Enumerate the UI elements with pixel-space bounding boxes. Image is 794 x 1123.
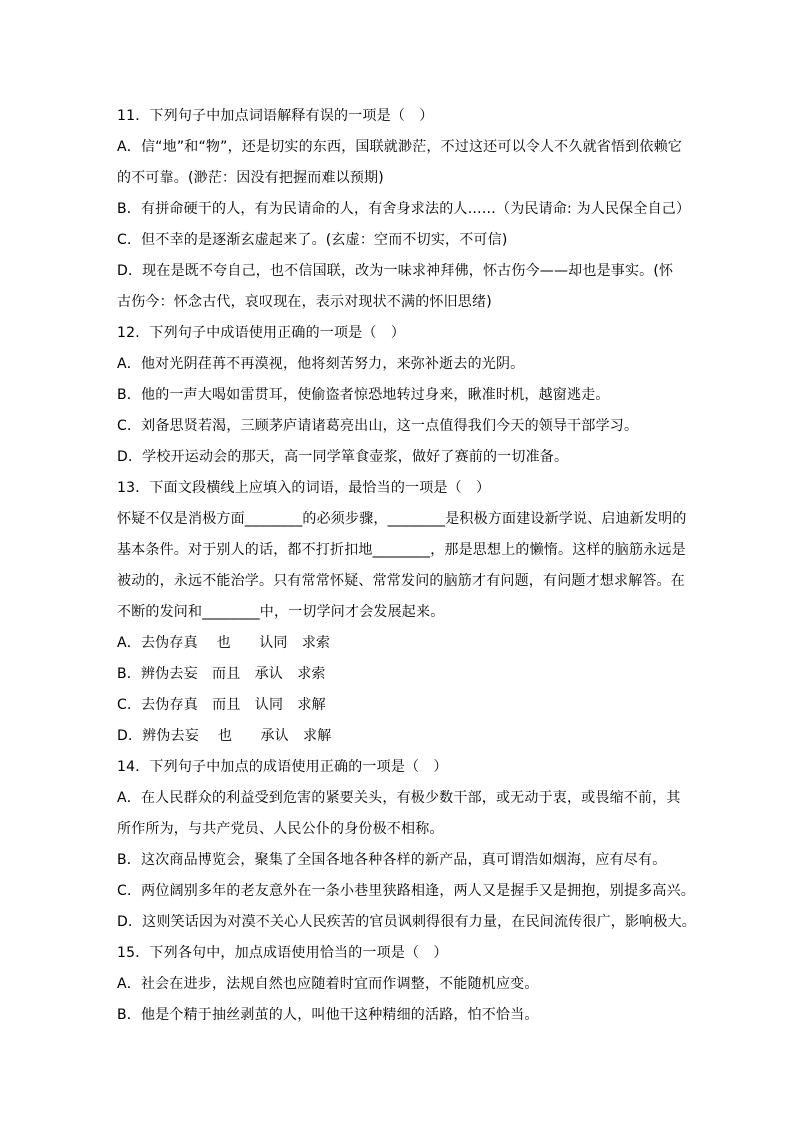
passage-line: 不断的发问和________中，一切学问才会发展起来。 [117,604,445,620]
option-b: B．这次商品博览会，聚集了全国各地各种各样的新产品，真可谓浩如烟海，应有尽有。 [117,852,667,868]
option-d: D．现在是既不夸自己，也不信国联，改为一味求神拜佛，怀古伤今——却也是事实。(怀 [117,263,674,279]
option-a: A．信“地”和“物”，还是切实的东西，国联就渺茫，不过这还可以令人不久就省悟到依赖它 [117,139,682,155]
option-b: B．辨伪去妄 而且 承认 求索 [117,666,326,682]
question-stem: 13．下面文段横线上应填入的词语，最恰当的一项是（ ） [117,480,491,496]
option-c: C．但不幸的是逐渐玄虚起来了。(玄虚：空而不切实，不可信) [117,232,508,248]
question-stem: 11．下列句子中加点词语解释有误的一项是（ ） [117,108,434,124]
question-stem: 14．下列句子中加点的成语使用正确的一项是（ ） [117,759,448,775]
option-a-continued: 所作所为，与共产党员、人民公仆的身份极不相称。 [117,821,444,837]
option-d: D．学校开运动会的那天，高一同学箪食壶浆，做好了赛前的一切准备。 [117,449,569,465]
question-stem: 12．下列句子中成语使用正确的一项是（ ） [117,325,406,341]
option-c: C．刘备思贤若渴，三顾茅庐请诸葛亮出山，这一点值得我们今天的领导干部学习。 [117,418,639,434]
question-11 [117,101,691,318]
option-a: A．去伪存真 也 认同 求索 [117,635,331,651]
option-c: C．去伪存真 而且 认同 求解 [117,697,326,713]
option-a: A．他对光阴荏苒不再漠视，他将刻苦努力，来弥补逝去的光阴。 [117,356,525,372]
option-c: C．两位阔别多年的老友意外在一条小巷里狭路相逢，两人又是握手又是拥抱，别提多高兴。 [117,883,695,899]
option-a-continued: 的不可靠。(渺茫：因没有把握而难以预期) [117,170,384,186]
question-15 [117,938,682,1031]
option-b: B．他的一声大喝如雷贯耳，使偷盗者惊恐地转过身来，瞅准时机，越窗逃走。 [117,387,610,403]
question-stem: 15．下列各句中，加点成语使用恰当的一项是（ ） [117,945,448,961]
passage-line: 基本条件。对于别人的话，都不打折扣地________，那是思想上的懒惰。这样的脑筋永远是 [117,542,686,558]
question-14 [117,752,696,938]
option-d: D．这则笑话因为对漠不关心人民疾苦的官员讽刺得很有力量，在民间流传很广，影响极大。 [117,914,696,930]
option-a: A．在人民群众的利益受到危害的紧要关头，有极少数干部，或无动于衷，或畏缩不前，其 [117,790,681,806]
passage-line: 怀疑不仅是消极方面________的必须步骤，________是积极方面建设新学说、启迪新发明的 [117,511,687,527]
question-12 [117,318,682,473]
option-b: B．有拼命硬干的人，有为民请命的人，有舍身求法的人……（为民请命: 为人民保全自己） [117,201,691,217]
option-a: A．社会在进步，法规自然也应随着时宜而作调整，不能随机应变。 [117,976,539,992]
document-page [117,101,696,1031]
option-b: B．他是个精于抽丝剥茧的人，叫他干这种精细的活路，怕不恰当。 [117,1007,539,1023]
question-13 [117,473,687,752]
option-d-continued: 古伤今：怀念古代，哀叹现在，表示对现状不满的怀旧思绪) [117,294,492,310]
passage-line: 被动的，永远不能治学。只有常常怀疑、常常发问的脑筋才有问题，有问题才想求解答。在 [117,573,685,589]
option-d: D．辨伪去妄 也 承认 求解 [117,728,332,744]
